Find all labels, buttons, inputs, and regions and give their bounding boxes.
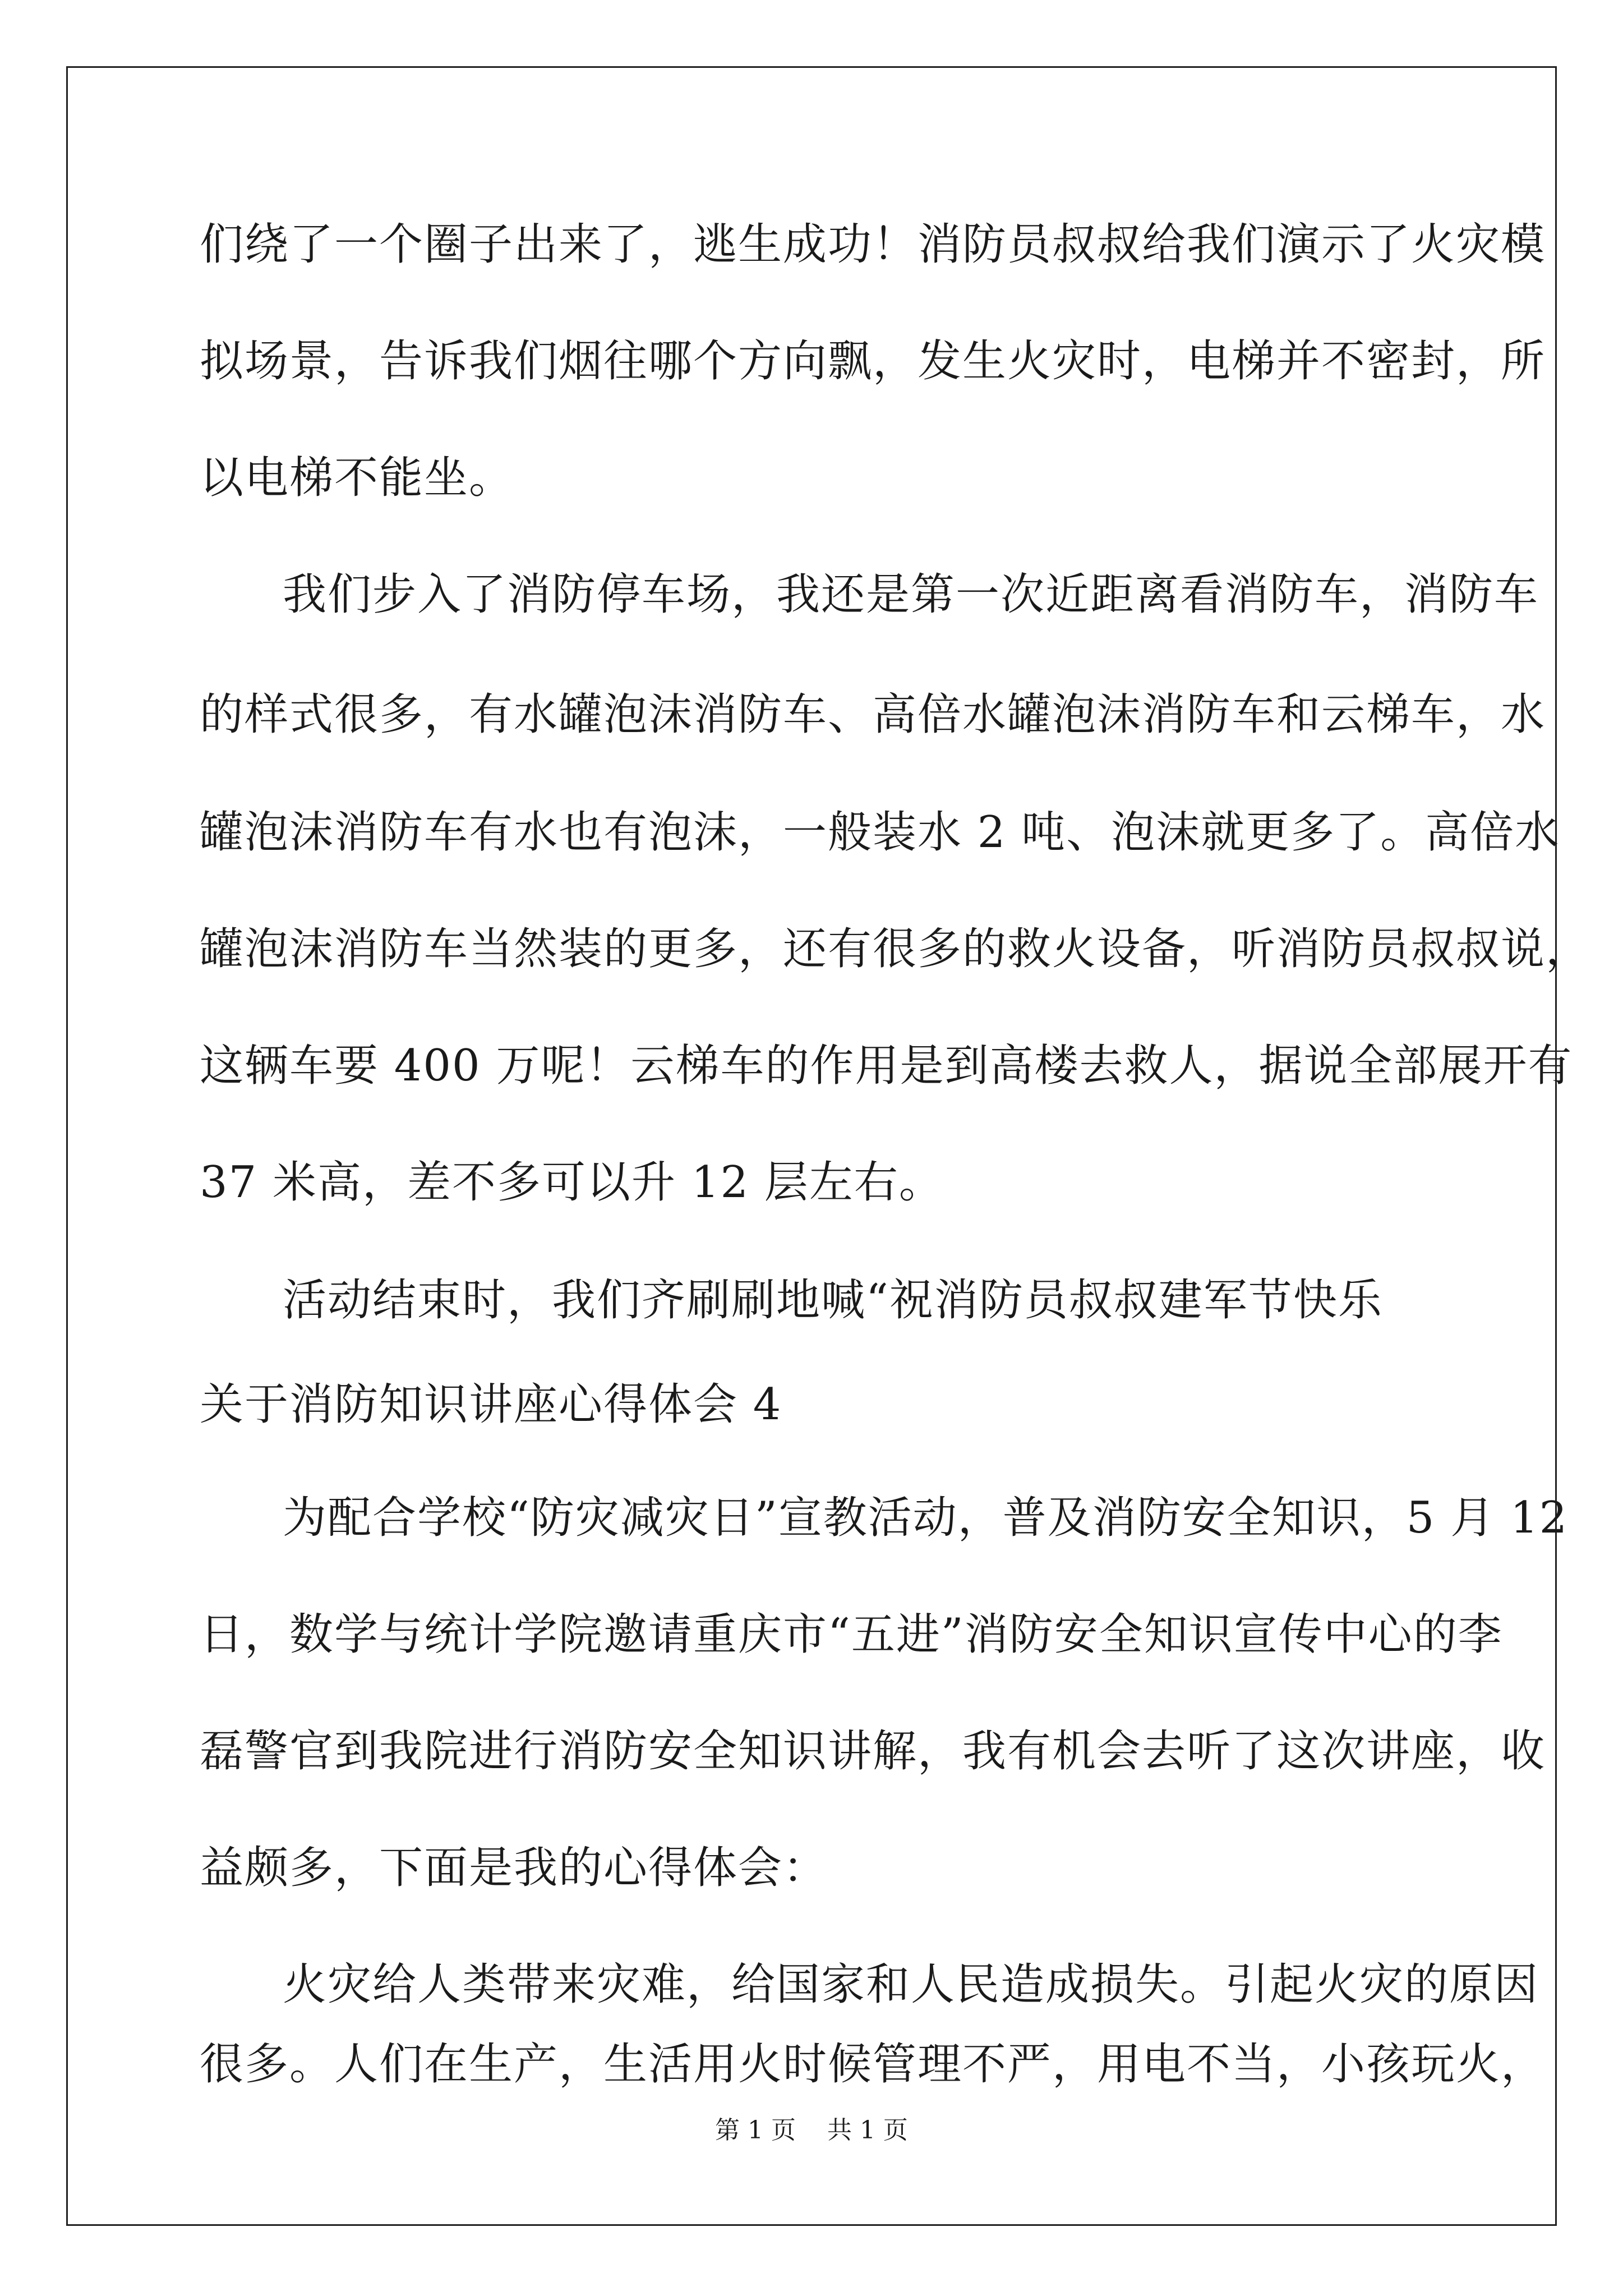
text-line: 的样式很多，有水罐泡沫消防车、高倍水罐泡沫消防车和云梯车，水 [200, 689, 1546, 740]
paragraph-start-line: 活动结束时，我们齐刷刷地喊“祝消防员叔叔建军节快乐 [283, 1275, 1383, 1326]
page-border [66, 66, 1557, 2226]
section-heading: 关于消防知识讲座心得体会 4 [200, 1379, 782, 1430]
text-line: 日，数学与统计学院邀请重庆市“五进”消防安全知识宣传中心的李 [200, 1609, 1503, 1660]
text-line: 罐泡沫消防车当然装的更多，还有很多的救火设备，听消防员叔叔说， [200, 924, 1591, 974]
text-line: 很多。人们在生产，生活用火时候管理不严，用电不当，小孩玩火， [200, 2039, 1546, 2090]
text-line: 益颇多，下面是我的心得体会： [200, 1843, 828, 1893]
text-line: 这辆车要 400 万呢！云梯车的作用是到高楼去救人，据说全部展开有 [200, 1041, 1573, 1091]
paragraph-start-line: 火灾给人类带来灾难，给国家和人民造成损失。引起火灾的原因 [283, 1959, 1539, 2010]
text-line: 37 米高，差不多可以升 12 层左右。 [200, 1157, 944, 1208]
text-line: 以电梯不能坐。 [200, 453, 514, 503]
page-number-footer: 第 1 页 共 1 页 [715, 2116, 908, 2145]
text-line: 拟场景，告诉我们烟往哪个方向飘，发生火灾时，电梯并不密封，所 [200, 336, 1546, 386]
paragraph-start-line: 为配合学校“防灾减灾日”宣教活动，普及消防安全知识，5 月 12 [283, 1493, 1569, 1543]
text-line: 们绕了一个圈子出来了，逃生成功！消防员叔叔给我们演示了火灾模 [200, 219, 1546, 270]
text-line: 罐泡沫消防车有水也有泡沫，一般装水 2 吨、泡沫就更多了。高倍水 [200, 807, 1560, 858]
text-line: 磊警官到我院进行消防安全知识讲解，我有机会去听了这次讲座，收 [200, 1726, 1546, 1777]
paragraph-start-line: 我们步入了消防停车场，我还是第一次近距离看消防车，消防车 [283, 569, 1539, 620]
